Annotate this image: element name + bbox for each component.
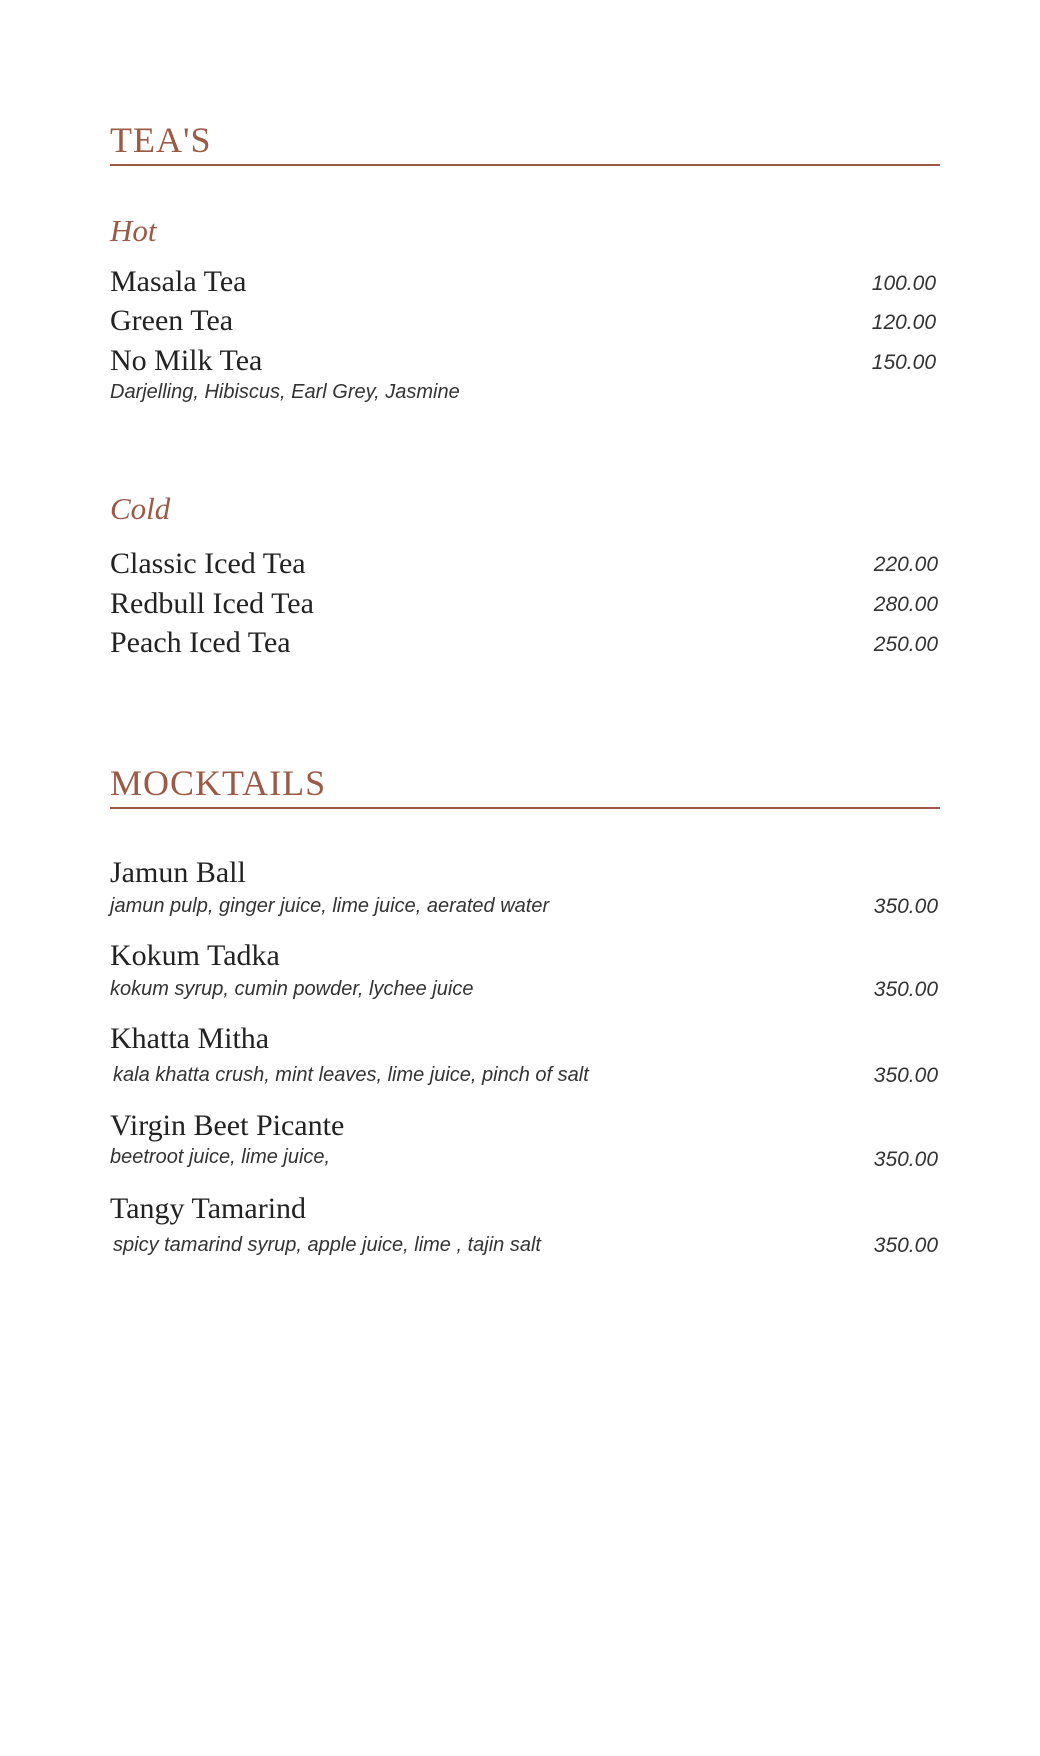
menu-item-description: spicy tamarind syrup, apple juice, lime , tajin salt bbox=[113, 1234, 541, 1256]
menu-item-name: Classic Iced Tea bbox=[110, 547, 306, 580]
menu-item-name: Peach Iced Tea bbox=[110, 626, 291, 659]
menu-item-price: 350.00 bbox=[873, 978, 938, 1001]
menu-item-description: kokum syrup, cumin powder, lychee juice bbox=[110, 978, 474, 1000]
menu-item-name: No Milk Tea bbox=[110, 344, 263, 377]
menu-item-description: beetroot juice, lime juice, bbox=[110, 1146, 331, 1168]
menu-item-price: 220.00 bbox=[873, 553, 938, 576]
menu-item-name: Virgin Beet Picante bbox=[110, 1109, 345, 1142]
subheading-hot: Hot bbox=[110, 213, 157, 248]
menu-item-price: 280.00 bbox=[873, 593, 938, 616]
menu-item-name: Redbull Iced Tea bbox=[110, 587, 314, 620]
menu-item-description: jamun pulp, ginger juice, lime juice, aerated water bbox=[110, 895, 550, 917]
menu-item-price: 350.00 bbox=[873, 1148, 938, 1171]
subheading-cold: Cold bbox=[110, 491, 171, 526]
menu-item-name: Jamun Ball bbox=[110, 856, 246, 889]
section-title-mocktails: MOCKTAILS bbox=[110, 763, 327, 803]
menu-item-price: 350.00 bbox=[873, 1234, 938, 1257]
menu-item-name: Kokum Tadka bbox=[110, 939, 280, 972]
menu-item-price: 350.00 bbox=[873, 1064, 938, 1087]
section-divider bbox=[110, 164, 940, 166]
menu-item-price: 150.00 bbox=[871, 351, 936, 374]
section-title-teas: TEA'S bbox=[110, 120, 212, 160]
tea-varieties-note: Darjelling, Hibiscus, Earl Grey, Jasmine bbox=[110, 381, 460, 403]
section-divider bbox=[110, 807, 940, 809]
menu-item-name: Khatta Mitha bbox=[110, 1022, 270, 1055]
menu-item-price: 250.00 bbox=[873, 633, 938, 656]
menu-item-price: 120.00 bbox=[871, 311, 936, 334]
menu-item-price: 100.00 bbox=[871, 272, 936, 295]
menu-item-name: Tangy Tamarind bbox=[110, 1192, 307, 1225]
menu-item-description: kala khatta crush, mint leaves, lime juice, pinch of salt bbox=[113, 1064, 589, 1086]
menu-item-name: Green Tea bbox=[110, 304, 234, 337]
menu-item-price: 350.00 bbox=[873, 895, 938, 918]
menu-item-name: Masala Tea bbox=[110, 265, 247, 298]
